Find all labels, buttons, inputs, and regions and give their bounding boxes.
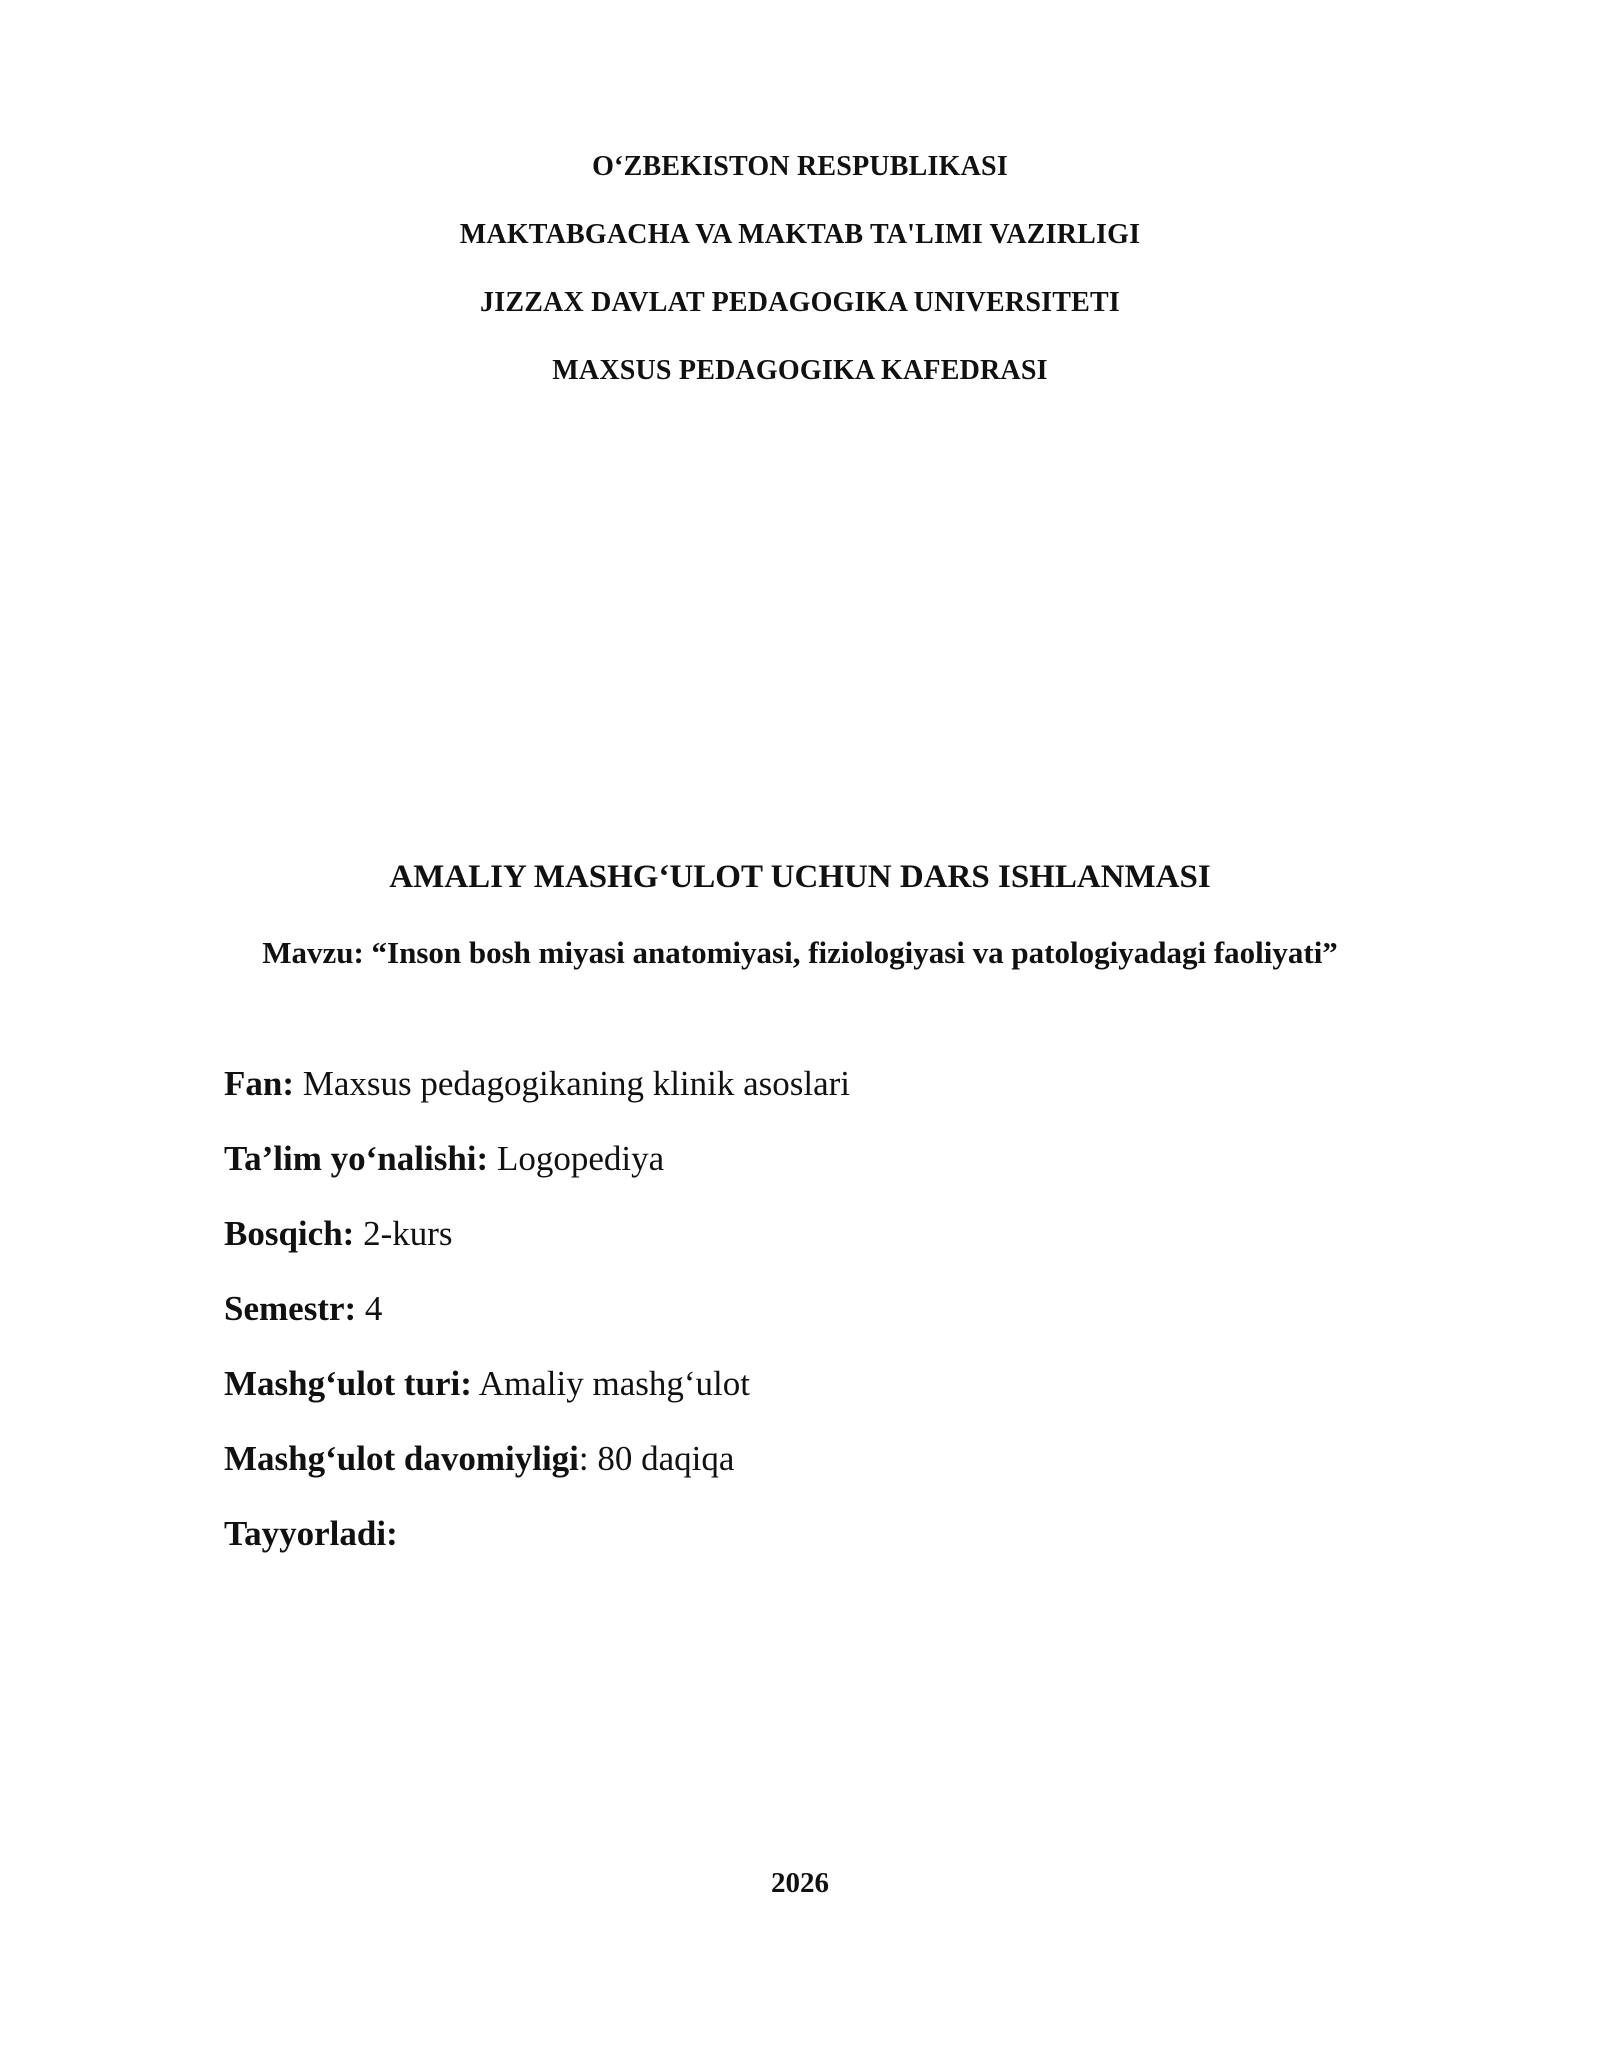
field-label: Fan: xyxy=(224,1064,294,1103)
field-label: Mashg‘ulot turi: xyxy=(224,1364,472,1403)
field-label: Semestr: xyxy=(224,1289,357,1328)
ministry-heading: MAKTABGACHA VA MAKTAB TA'LIMI VAZIRLIGI xyxy=(459,219,1141,250)
university-heading: JIZZAX DAVLAT PEDAGOGIKA UNIVERSITETI xyxy=(480,287,1120,318)
field-value: 2-kurs xyxy=(363,1214,453,1253)
field-subject xyxy=(224,1064,850,1104)
field-label: Ta’lim yo‘nalishi: xyxy=(224,1139,489,1178)
field-value: Logopediya xyxy=(496,1139,665,1178)
field-direction xyxy=(224,1139,664,1179)
document-topic: Mavzu: “Inson bosh miyasi anatomiyasi, fiziologiyasi va patologiyadagi faoliyati” xyxy=(262,935,1338,970)
field-duration xyxy=(224,1439,734,1479)
field-label: Mashg‘ulot davomiyligi xyxy=(224,1439,579,1478)
country-heading: O‘ZBEKISTON RESPUBLIKASI xyxy=(592,151,1008,182)
field-value: 80 daqiqa xyxy=(597,1439,735,1478)
field-semester xyxy=(224,1289,382,1329)
field-value: Amaliy mashg‘ulot xyxy=(478,1364,750,1403)
field-value: Maxsus pedagogikaning klinik asoslari xyxy=(302,1064,851,1103)
field-stage xyxy=(224,1214,453,1254)
field-value: 4 xyxy=(364,1289,383,1328)
document-title: AMALIY MASHG‘ULOT UCHUN DARS ISHLANMASI xyxy=(389,859,1211,895)
document-year: 2026 xyxy=(771,1867,829,1899)
field-separator: : xyxy=(578,1439,589,1478)
field-prepared-by xyxy=(224,1514,398,1554)
field-label: Bosqich: xyxy=(224,1214,355,1253)
field-label: Tayyorladi: xyxy=(224,1514,398,1553)
department-heading: MAXSUS PEDAGOGIKA KAFEDRASI xyxy=(552,355,1048,386)
field-lesson-type xyxy=(224,1364,750,1404)
